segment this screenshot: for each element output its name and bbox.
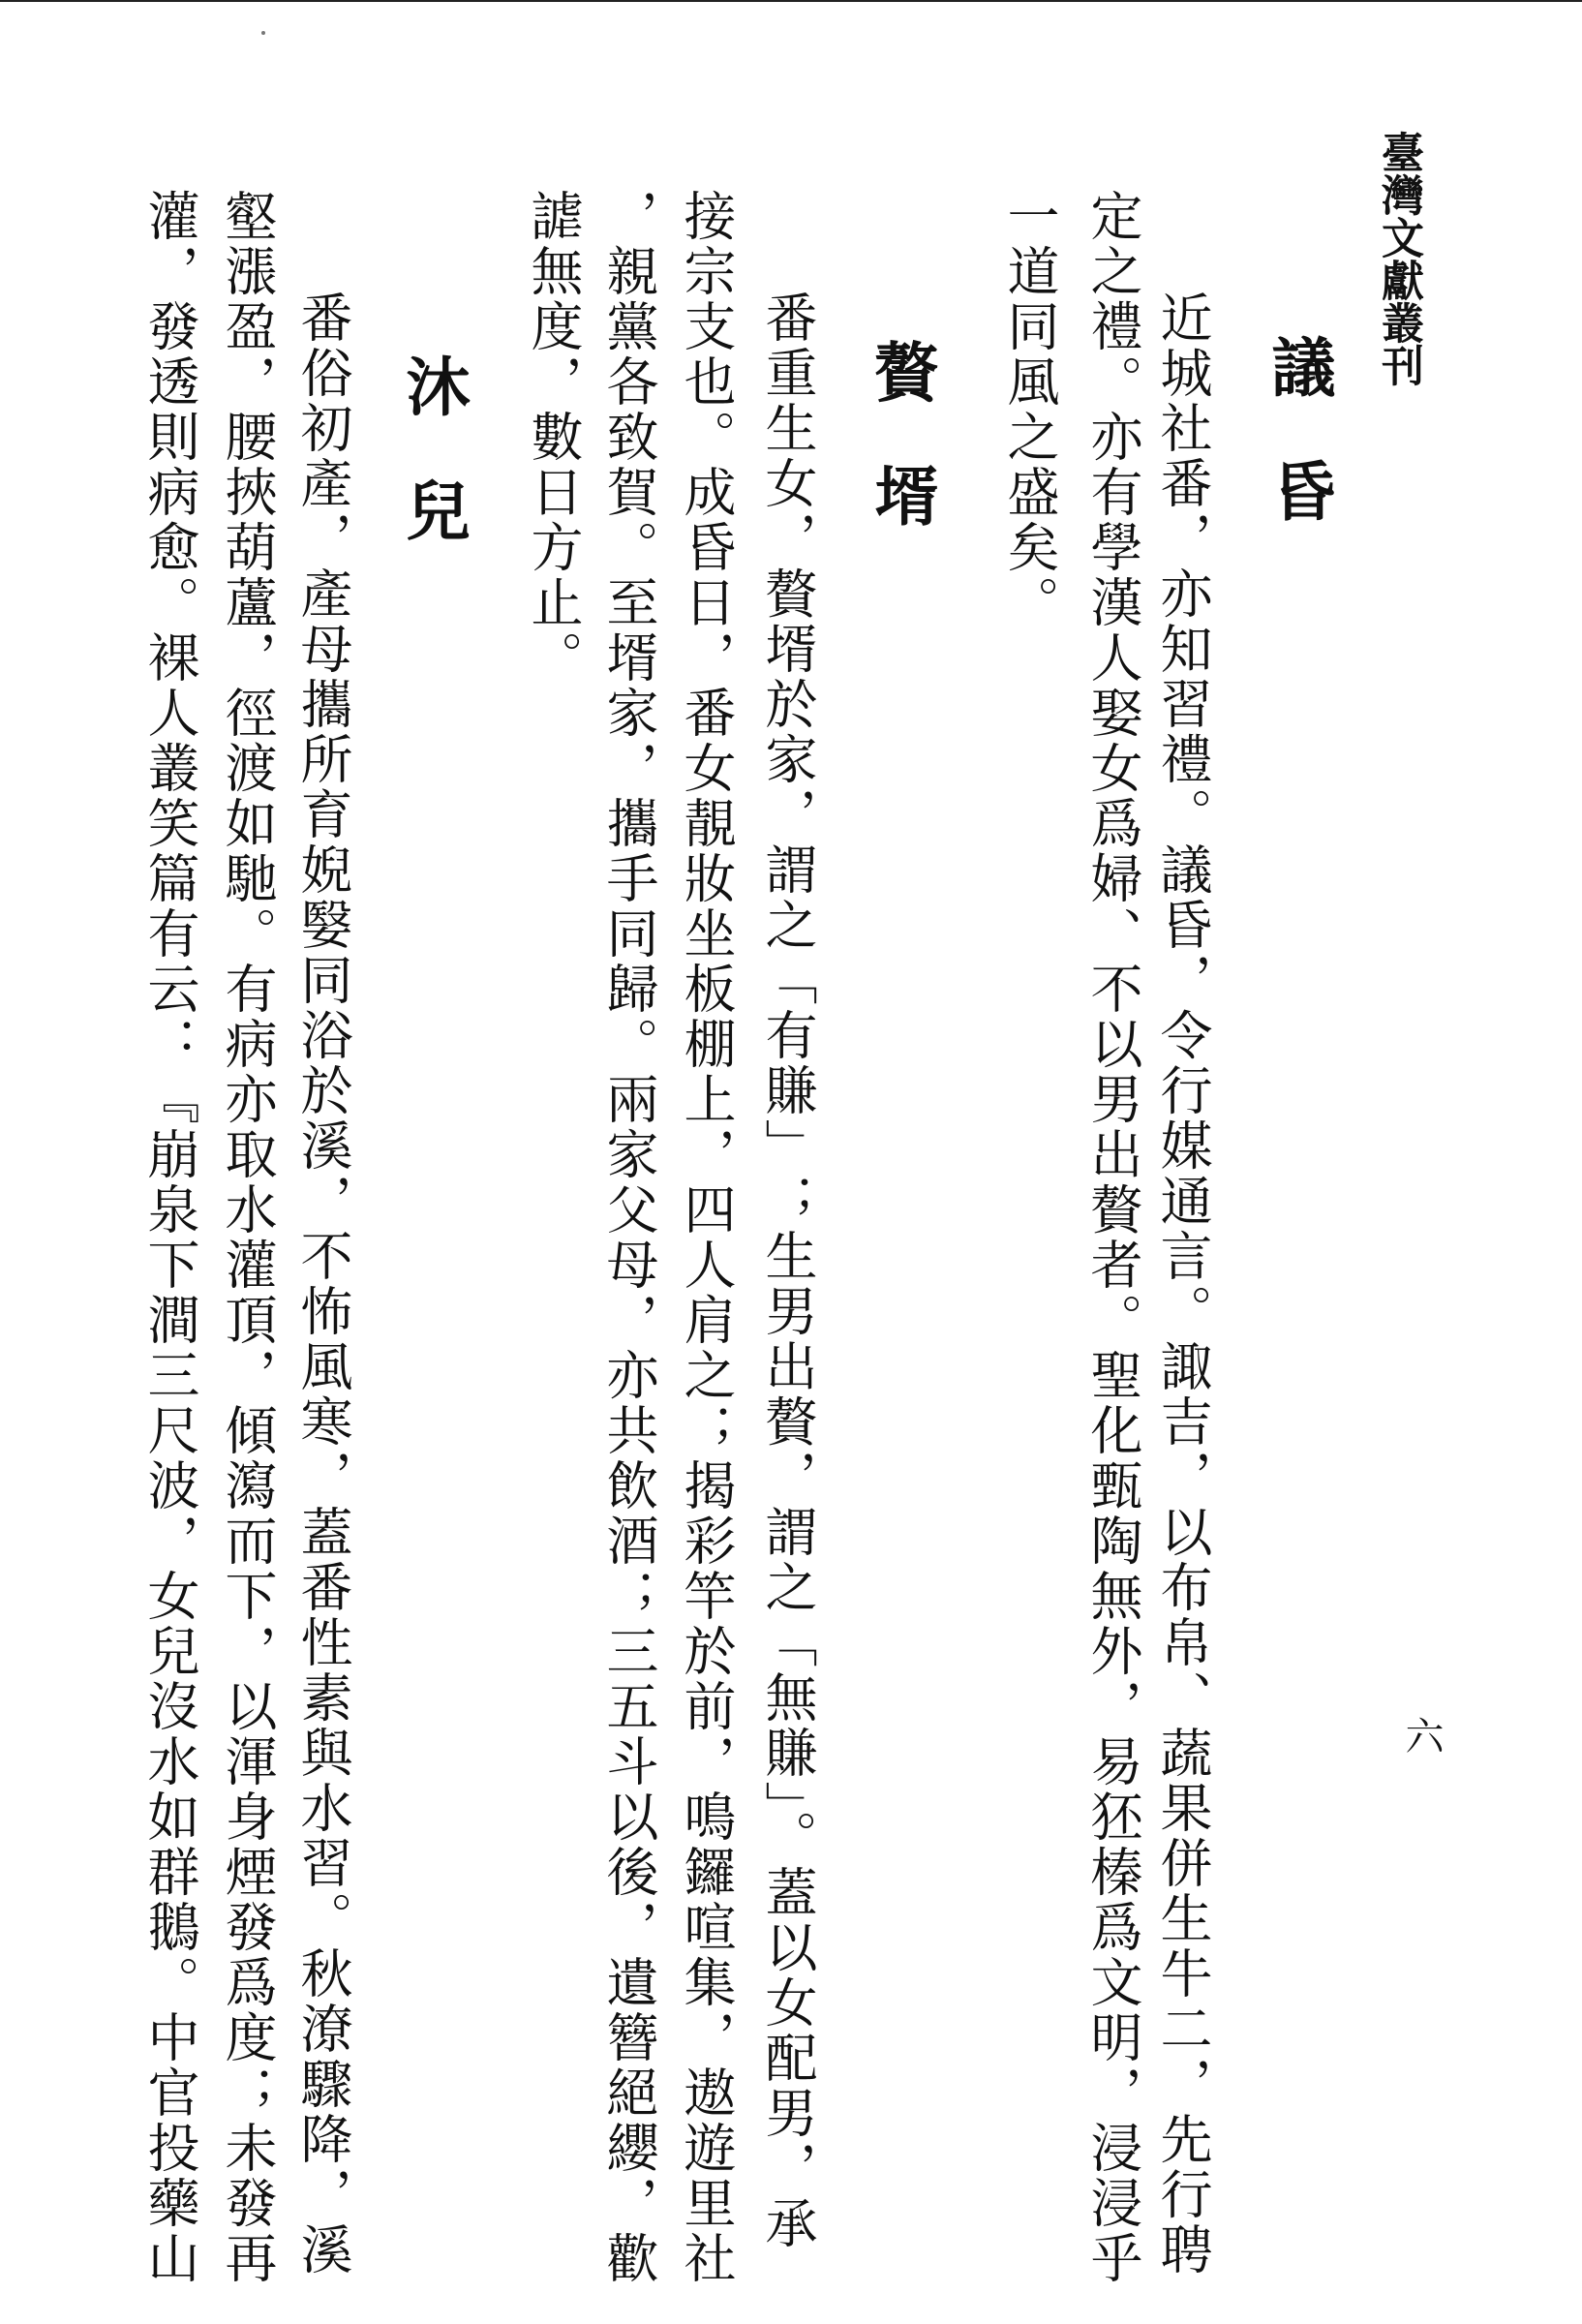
section-2-line-4: 謔無度，數日方止。 bbox=[523, 189, 584, 686]
section-2-line-2: 接宗支也。成昏日，番女靚妝坐板棚上，四人肩之；揭彩竿於前，鳴鑼喧集，遨遊里社 bbox=[676, 189, 737, 2286]
section-1-line-2: 定之禮。亦有學漢人娶女爲婦、不以男出贅者。聖化甄陶無外，易狉榛爲文明，浸浸乎 bbox=[1082, 189, 1143, 2286]
running-head: 臺灣文獻叢刊 bbox=[1374, 131, 1423, 386]
section-1-line-1: 近城社番，亦知習禮。議昏，令行媒通言。諏吉，以布帛、蔬果併生牛二，先行聘 bbox=[1152, 290, 1213, 2278]
section-3-line-2: 壑漲盈，腰挾葫蘆，徑渡如馳。有病亦取水灌頂，傾瀉而下，以渾身煙發爲度；未發再 bbox=[217, 189, 278, 2286]
section-3-line-3: 灌，發透則病愈。裸人叢笑篇有云：『崩泉下澗三尺波，女兒沒水如群鵝。中官投藥山 bbox=[139, 189, 200, 2286]
section-3-line-1: 番俗初產，產母攜所育婗嫛同浴於溪，不怖風寒，蓋番性素與水習。秋潦驟降，溪 bbox=[292, 290, 353, 2278]
section-1-line-3: 一道同風之盛矣。 bbox=[999, 189, 1060, 630]
scan-speck bbox=[261, 31, 265, 35]
section-title-muer: 沐兒 bbox=[395, 353, 471, 601]
section-2-line-1: 番重生女，贅壻於家，謂之「有賺」；生男出贅，謂之「無賺」。蓋以女配男，承 bbox=[757, 290, 818, 2251]
page-number: 六 bbox=[1399, 1716, 1444, 1755]
top-border-rule bbox=[0, 0, 1582, 2]
section-title-yihun: 議昏 bbox=[1261, 334, 1336, 582]
section-title-zhuixu: 贅壻 bbox=[864, 339, 939, 587]
section-2-line-3: ，親黨各致賀。至壻家，攜手同歸。兩家父母，亦共飲酒；三五斗以後，遺簪絕纓，歡 bbox=[598, 189, 659, 2286]
